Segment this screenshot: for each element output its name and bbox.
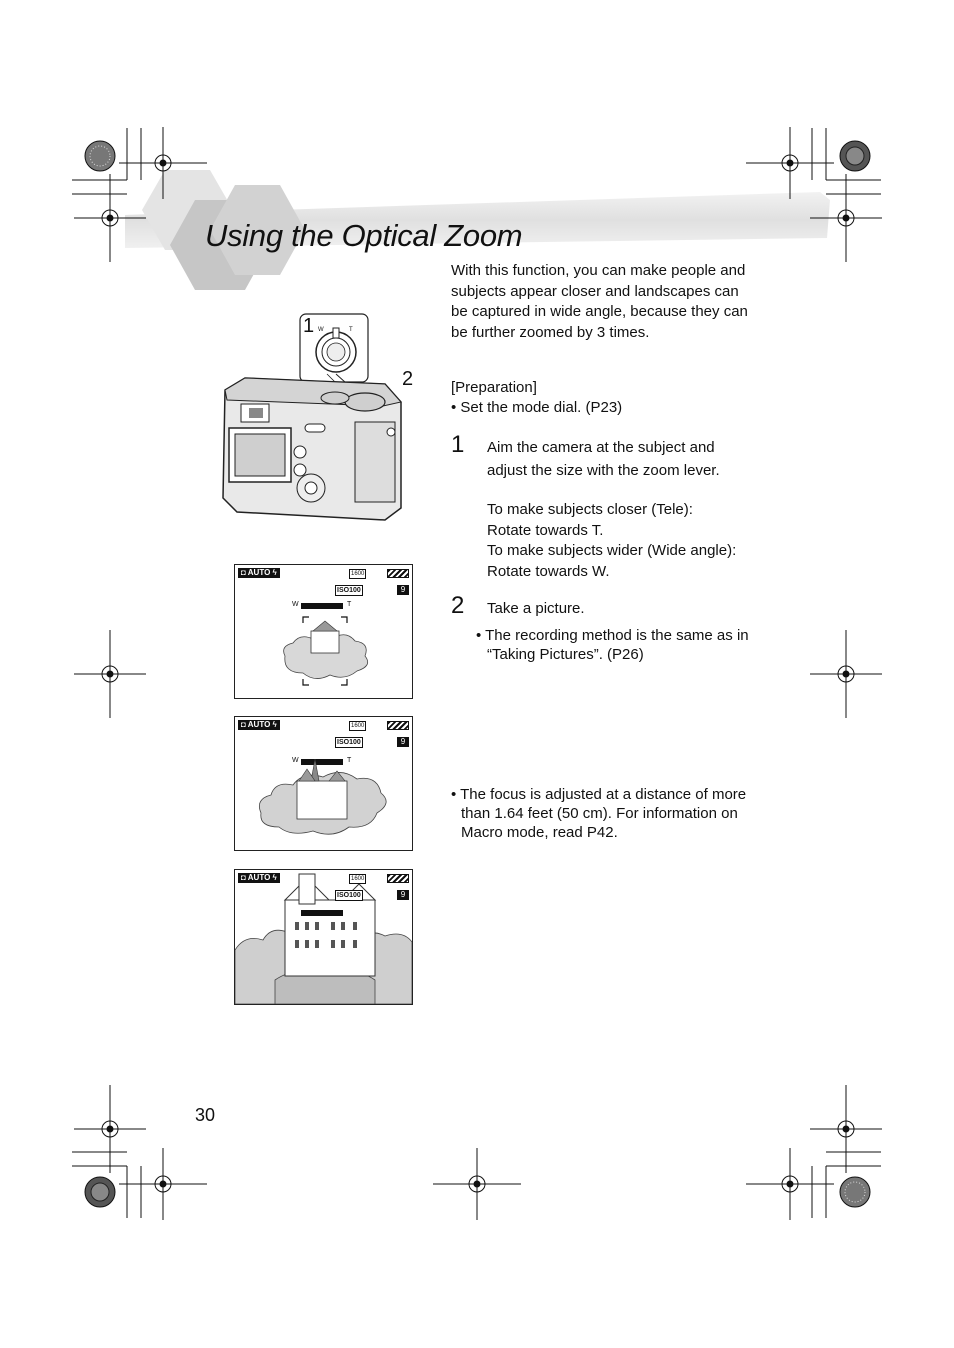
lcd-mode-badge: ◘ AUTO ϟ xyxy=(238,720,280,730)
zoom-dial-w: W xyxy=(318,327,324,333)
zoom-w-label: W xyxy=(292,757,299,764)
lcd-frames-left: 9 xyxy=(397,585,409,595)
step-1-line-1: Aim the camera at the subject and xyxy=(487,439,715,456)
step-1-tele-1: To make subjects closer (Tele): xyxy=(487,501,693,518)
step-number-1: 1 xyxy=(451,431,465,458)
intro-text: With this function, you can make people and subjects appear closer and landscapes can be captured in wide angle, because they can be further zoomed by 3 times. xyxy=(451,262,748,341)
step-1-line-2: adjust the size with the zoom lever. xyxy=(487,462,720,479)
step-2-note: • The recording method is the same as in “Taking Pictures”. (P26) xyxy=(476,627,749,663)
zoom-t-label: T xyxy=(347,601,352,608)
lcd-frames-left: 9 xyxy=(397,737,409,747)
step-2-text: Take a picture. xyxy=(487,600,585,617)
zoom-dial-t: T xyxy=(349,327,353,333)
camera-icon: ◘ xyxy=(241,720,248,729)
camera-icon: ◘ xyxy=(241,568,248,577)
lcd-frames-left: 9 xyxy=(397,890,409,900)
step-1-tele-2: Rotate towards T. xyxy=(487,522,604,539)
page-number: 30 xyxy=(195,1105,216,1125)
lcd-mode-badge: ◘ AUTO ϟ xyxy=(238,568,280,578)
lcd-resolution: 1600 xyxy=(351,571,365,577)
zoom-t-label: T xyxy=(347,757,352,764)
zoom-w-label: W xyxy=(292,601,299,608)
step-1-wide-1: To make subjects wider (Wide angle): xyxy=(487,542,737,559)
camera-icon: ◘ xyxy=(241,873,248,882)
page-title: Using the Optical Zoom xyxy=(205,218,523,253)
lcd-resolution: 1600 xyxy=(351,876,365,882)
callout-2: 2 xyxy=(402,368,414,390)
lcd-iso: ISO100 xyxy=(337,739,361,746)
lcd-mode-badge: ◘ AUTO ϟ xyxy=(238,873,280,883)
preparation-item: • Set the mode dial. (P23) xyxy=(451,399,623,416)
lcd-iso: ISO100 xyxy=(337,587,361,594)
step-1-wide-2: Rotate towards W. xyxy=(487,563,610,580)
lcd-iso: ISO100 xyxy=(337,892,361,899)
callout-1: 1 xyxy=(303,315,315,337)
focus-note: • The focus is adjusted at a distance of more than 1.64 feet (50 cm). For information on Macro mode, read P42. xyxy=(451,786,747,841)
lcd-resolution: 1600 xyxy=(351,723,365,729)
step-number-2: 2 xyxy=(451,592,465,619)
preparation-heading: [Preparation] xyxy=(451,379,537,396)
